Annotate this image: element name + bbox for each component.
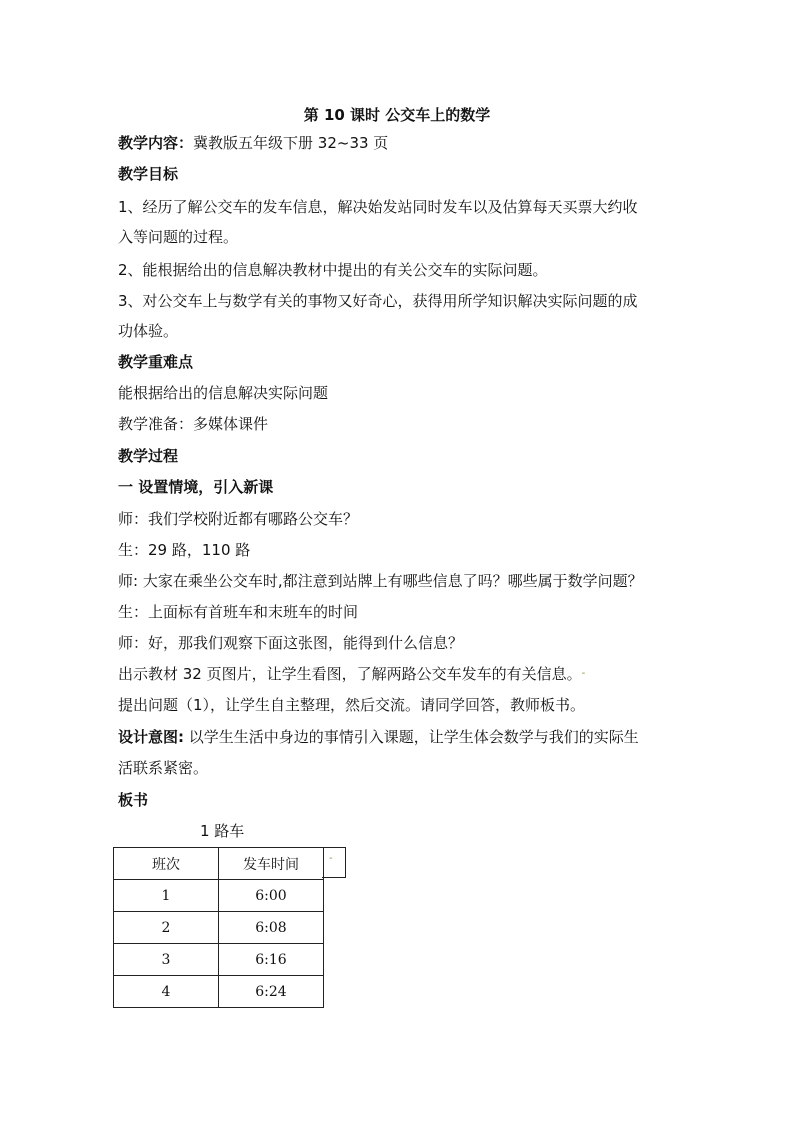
dialogue-line-1: 师：我们学校附近都有哪路公交车？ [118, 510, 359, 528]
schedule-table [113, 847, 324, 1008]
goal-1-line-a: 1、经历了解公交车的发车信息，解决始发站同时发车以及估算每天买票大约收 [118, 198, 638, 216]
table-cell: 2 [114, 912, 219, 944]
table-cell: 3 [114, 944, 219, 976]
table-cell: 6:00 [219, 880, 324, 912]
table-cell: 4 [114, 976, 219, 1008]
process-heading: 教学过程 [118, 447, 179, 465]
table-cell: 6:08 [219, 912, 324, 944]
table-caption: 1 路车 [200, 822, 245, 840]
section-1-heading: 一 设置情境，引入新课 [118, 478, 274, 496]
dialogue-line-3: 师: 大家在乘坐公交车时,都注意到站牌上有哪些信息了吗？哪些属于数学问题？ [118, 572, 643, 590]
dialogue-line-7: 提出问题（1），让学生自主整理，然后交流。请同学回答，教师板书。 [118, 696, 586, 714]
dialogue-line-4: 生：上面标有首班车和末班车的时间 [118, 603, 359, 621]
edit-mark: - [581, 668, 586, 679]
design-intent-line [118, 727, 688, 747]
table-cell: 1 [114, 880, 219, 912]
table-header-row [114, 848, 324, 880]
design-intent-text: 以学生生活中身边的事情引入课题，让学生体会数学与我们的实际生 [184, 728, 639, 746]
goal-3-line-b: 功体验。 [118, 322, 179, 340]
goal-2: 2、能根据给出的信息解决教材中提出的有关公交车的实际问题。 [118, 261, 548, 279]
table-cell: 6:16 [219, 944, 324, 976]
page-title: 第 10 课时 公交车上的数学 [303, 106, 491, 124]
header-cell-time: 发车时间 [219, 848, 324, 880]
board-heading: 板书 [118, 791, 149, 809]
teaching-content-line [118, 133, 688, 153]
table-row [114, 880, 324, 912]
dialogue-line-5: 师：好，那我们观察下面这张图，能得到什么信息？ [118, 634, 464, 652]
design-intent-label: 设计意图: [118, 728, 184, 746]
goal-3-line-a: 3、对公交车上与数学有关的事物又好奇心，获得用所学知识解决实际问题的成 [118, 292, 638, 310]
design-intent-line-2: 活联系紧密。 [118, 759, 209, 777]
table-row [114, 944, 324, 976]
dialogue-line-6-text: 出示教材 32 页图片，让学生看图，了解两路公交车发车的有关信息。 [118, 665, 582, 683]
key-points-text: 能根据给出的信息解决实际问题 [118, 384, 329, 402]
key-points-heading: 教学重难点 [118, 353, 194, 371]
teaching-content-value: 冀教版五年级下册 32~33 页 [193, 134, 389, 152]
teaching-prep: 教学准备：多媒体课件 [118, 415, 269, 433]
table-row [114, 912, 324, 944]
table-extra-cell [322, 847, 346, 878]
table-row [114, 976, 324, 1008]
table-cell: 6:24 [219, 976, 324, 1008]
dialogue-line-6 [118, 664, 688, 684]
edit-mark: - [329, 853, 333, 864]
goals-heading: 教学目标 [118, 165, 179, 183]
header-cell-trip: 班次 [114, 848, 219, 880]
teaching-content-label: 教学内容： [118, 134, 194, 152]
goal-1-line-b: 入等问题的过程。 [118, 228, 239, 246]
dialogue-line-2: 生：29 路，110 路 [118, 541, 251, 559]
